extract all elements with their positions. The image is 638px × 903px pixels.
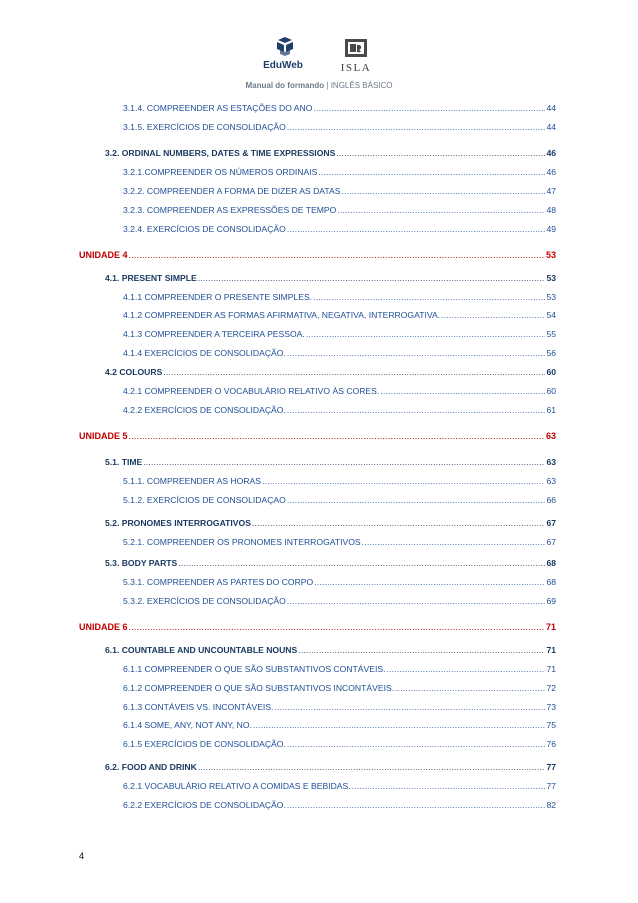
toc-dot-leader — [298, 645, 545, 655]
toc-entry-page: 54 — [546, 310, 556, 320]
toc-dot-leader — [337, 205, 545, 215]
toc-entry-page: 44 — [546, 122, 556, 132]
page-header — [0, 0, 638, 100]
toc-entry-label: 3.2. ORDINAL NUMBERS, DATES & TIME EXPRESSIONS — [105, 148, 336, 158]
toc-subsection-entry[interactable] — [123, 664, 556, 674]
toc-dot-leader — [362, 537, 546, 547]
toc-entry-page: 75 — [546, 720, 556, 730]
toc-dot-leader — [287, 122, 546, 132]
toc-dot-leader — [441, 310, 545, 320]
toc-dot-leader — [129, 250, 545, 260]
toc-entry-page: 77 — [546, 781, 556, 791]
toc-entry-label: 4.1.2 COMPREENDER AS FORMAS AFIRMATIVA, NEGATIVA, INTERROGATIVA. — [123, 310, 441, 320]
toc-entry-label: 3.2.4. EXERCÍCIOS DE CONSOLIDAÇÃO — [123, 224, 286, 234]
toc-entry-label: 4.1.3 COMPREENDER A TERCEIRA PESSOA. — [123, 329, 305, 339]
toc-entry-page: 53 — [546, 273, 556, 283]
toc-subsection-entry[interactable] — [123, 495, 556, 505]
toc-dot-leader — [262, 476, 545, 486]
toc-dot-leader — [386, 664, 545, 674]
toc-dot-leader — [287, 224, 546, 234]
toc-dot-leader — [129, 622, 545, 632]
toc-subsection-entry[interactable] — [123, 167, 556, 177]
toc-section-entry[interactable] — [105, 518, 556, 528]
toc-entry-page: 60 — [546, 386, 556, 396]
toc-dot-leader — [336, 148, 545, 158]
toc-section-entry[interactable] — [105, 148, 556, 158]
toc-dot-leader — [287, 800, 546, 810]
toc-section-entry[interactable] — [105, 558, 556, 568]
toc-entry-label: 3.1.4. COMPREENDER AS ESTAÇÕES DO ANO — [123, 103, 313, 113]
toc-entry-page: 67 — [546, 518, 556, 528]
toc-entry-label: 6.2.1 VOCABULÁRIO RELATIVO A COMIDAS E BEBIDAS. — [123, 781, 351, 791]
toc-subsection-entry[interactable] — [123, 720, 556, 730]
toc-entry-page: 77 — [546, 762, 556, 772]
toc-section-entry[interactable] — [105, 762, 556, 772]
toc-entry-page: 60 — [546, 367, 556, 377]
toc-dot-leader — [252, 518, 545, 528]
toc-dot-leader — [314, 577, 545, 587]
toc-entry-page: 67 — [546, 537, 556, 547]
toc-entry-page: 71 — [546, 645, 556, 655]
toc-entry-page: 63 — [545, 431, 556, 441]
toc-subsection-entry[interactable] — [123, 476, 556, 486]
toc-entry-label: 6.1.4 SOME, ANY, NOT ANY, NO. — [123, 720, 252, 730]
toc-subsection-entry[interactable] — [123, 739, 556, 749]
toc-unit-entry[interactable] — [79, 250, 556, 260]
toc-dot-leader — [395, 683, 545, 693]
toc-subsection-entry[interactable] — [123, 537, 556, 547]
toc-entry-label: UNIDADE 6 — [79, 622, 128, 632]
page-number: 4 — [79, 851, 85, 861]
toc-dot-leader — [198, 273, 546, 283]
toc-section-entry[interactable] — [105, 367, 556, 377]
toc-dot-leader — [143, 457, 545, 467]
toc-subsection-entry[interactable] — [123, 205, 556, 215]
toc-entry-page: 63 — [546, 476, 556, 486]
toc-entry-label: 4.1.4 EXERCÍCIOS DE CONSOLIDAÇÃO. — [123, 348, 286, 358]
toc-subsection-entry[interactable] — [123, 329, 556, 339]
toc-entry-page: 46 — [546, 148, 556, 158]
toc-dot-leader — [287, 596, 546, 606]
toc-subsection-entry[interactable] — [123, 386, 556, 396]
toc-entry-page: 56 — [546, 348, 556, 358]
toc-subsection-entry[interactable] — [123, 103, 556, 113]
toc-subsection-entry[interactable] — [123, 781, 556, 791]
toc-dot-leader — [287, 405, 546, 415]
toc-dot-leader — [352, 781, 546, 791]
toc-entry-label: 6.1.2 COMPREENDER O QUE SÃO SUBSTANTIVOS INCONTÁVEIS. — [123, 683, 395, 693]
isla-logo-text: ISLA — [340, 62, 372, 74]
toc-entry-label: 4.1.1 COMPREENDER O PRESENTE SIMPLES. — [123, 292, 313, 302]
toc-entry-label: UNIDADE 5 — [79, 431, 128, 441]
toc-subsection-entry[interactable] — [123, 800, 556, 810]
header-title — [0, 81, 638, 90]
toc-entry-label: 6.2.2 EXERCÍCIOS DE CONSOLIDAÇÃO. — [123, 800, 286, 810]
toc-entry-label: 4.2.2 EXERCÍCIOS DE CONSOLIDAÇÃO. — [123, 405, 286, 415]
toc-entry-page: 76 — [546, 739, 556, 749]
toc-entry-page: 48 — [546, 205, 556, 215]
header-title-bold: Manual do formando — [245, 81, 325, 90]
toc-entry-label: 5.1.1. COMPREENDER AS HORAS — [123, 476, 262, 486]
toc-entry-label: 6.1.5 EXERCÍCIOS DE CONSOLIDAÇÃO. — [123, 739, 286, 749]
toc-dot-leader — [198, 762, 546, 772]
toc-entry-label: 6.1. COUNTABLE AND UNCOUNTABLE NOUNS — [105, 645, 298, 655]
toc-entry-page: 82 — [546, 800, 556, 810]
toc-dot-leader — [274, 702, 545, 712]
toc-entry-page: 68 — [546, 558, 556, 568]
toc-entry-page: 44 — [546, 103, 556, 113]
toc-entry-page: 53 — [546, 292, 556, 302]
header-separator: | — [324, 81, 331, 90]
toc-entry-label: 4.2.1 COMPREENDER O VOCABULÁRIO RELATIVO ÀS CORES. — [123, 386, 380, 396]
toc-entry-page: 63 — [546, 457, 556, 467]
toc-entry-label: UNIDADE 4 — [79, 250, 128, 260]
toc-section-entry[interactable] — [105, 457, 556, 467]
toc-dot-leader — [287, 495, 546, 505]
toc-dot-leader — [313, 103, 545, 113]
toc-entry-page: 61 — [546, 405, 556, 415]
toc-subsection-entry[interactable] — [123, 405, 556, 415]
toc-dot-leader — [380, 386, 545, 396]
toc-dot-leader — [306, 329, 546, 339]
toc-entry-label: 5.3.2. EXERCÍCIOS DE CONSOLIDAÇÃO — [123, 596, 286, 606]
toc-unit-entry[interactable] — [79, 431, 556, 441]
toc-entry-label: 6.1.1 COMPREENDER O QUE SÃO SUBSTANTIVOS CONTÁVEIS. — [123, 664, 386, 674]
toc-entry-page: 68 — [546, 577, 556, 587]
toc-dot-leader — [253, 720, 545, 730]
toc-subsection-entry[interactable] — [123, 224, 556, 234]
toc-subsection-entry[interactable] — [123, 596, 556, 606]
toc-entry-page: 46 — [546, 167, 556, 177]
toc-entry-page: 71 — [545, 622, 556, 632]
toc-dot-leader — [178, 558, 545, 568]
toc-dot-leader — [129, 431, 545, 441]
toc-entry-label: 6.2. FOOD AND DRINK — [105, 762, 197, 772]
eduweb-logo — [258, 36, 308, 78]
toc-dot-leader — [163, 367, 545, 377]
toc-subsection-entry[interactable] — [123, 292, 556, 302]
toc-entry-page: 72 — [546, 683, 556, 693]
toc-subsection-entry[interactable] — [123, 577, 556, 587]
toc-section-entry[interactable] — [105, 273, 556, 283]
toc-entry-label: 5.1. TIME — [105, 457, 143, 467]
toc-entry-page: 49 — [546, 224, 556, 234]
toc-entry-page: 47 — [546, 186, 556, 196]
eduweb-logo-text: EduWeb — [263, 60, 303, 71]
toc-subsection-entry[interactable] — [123, 702, 556, 712]
toc-subsection-entry[interactable] — [123, 683, 556, 693]
toc-entry-page: 53 — [545, 250, 556, 260]
toc-entry-label: 6.1.3 CONTÁVEIS VS. INCONTÁVEIS. — [123, 702, 274, 712]
toc-entry-label: 3.2.1.COMPREENDER OS NÚMEROS ORDINAIS — [123, 167, 318, 177]
toc-entry-page: 55 — [546, 329, 556, 339]
toc-dot-leader — [287, 739, 546, 749]
toc-dot-leader — [341, 186, 545, 196]
toc-entry-label: 3.2.3. COMPREENDER AS EXPRESSÕES DE TEMPO — [123, 205, 337, 215]
toc-entry-page: 69 — [546, 596, 556, 606]
toc-dot-leader — [287, 348, 546, 358]
toc-unit-entry[interactable] — [79, 622, 556, 632]
toc-subsection-entry[interactable] — [123, 310, 556, 320]
toc-entry-label: 5.3.1. COMPREENDER AS PARTES DO CORPO — [123, 577, 314, 587]
toc-entry-label: 5.3. BODY PARTS — [105, 558, 178, 568]
toc-entry-label: 4.1. PRESENT SIMPLE — [105, 273, 197, 283]
toc-subsection-entry[interactable] — [123, 348, 556, 358]
toc-entry-label: 3.1.5. EXERCÍCIOS DE CONSOLIDAÇÃO — [123, 122, 286, 132]
isla-logo — [335, 36, 377, 78]
toc-dot-leader — [313, 292, 545, 302]
toc-subsection-entry[interactable] — [123, 122, 556, 132]
toc-entry-label: 5.2. PRONOMES INTERROGATIVOS — [105, 518, 251, 528]
toc-subsection-entry[interactable] — [123, 186, 556, 196]
toc-dot-leader — [318, 167, 545, 177]
toc-entry-label: 5.1.2. EXERCÍCIOS DE CONSOLIDAÇAO — [123, 495, 286, 505]
header-title-rest: INGLÊS BÁSICO — [330, 81, 393, 90]
toc-entry-page: 73 — [546, 702, 556, 712]
toc-entry-page: 66 — [546, 495, 556, 505]
toc-entry-page: 71 — [546, 664, 556, 674]
toc-entry-label: 5.2.1. COMPREENDER OS PRONOMES INTERROGATIVOS — [123, 537, 361, 547]
toc-section-entry[interactable] — [105, 645, 556, 655]
toc-entry-label: 4.2 COLOURS — [105, 367, 163, 377]
toc-entry-label: 3.2.2. COMPREENDER A FORMA DE DIZER AS DATAS — [123, 186, 341, 196]
